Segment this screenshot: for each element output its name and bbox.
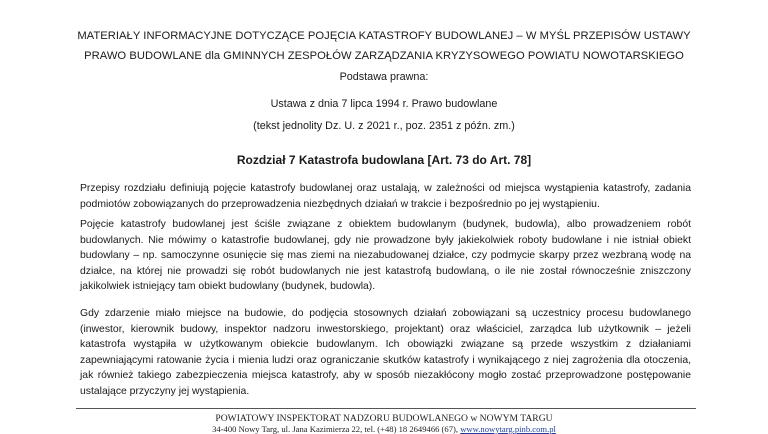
consolidated-text-reference: (tekst jednolity Dz. U. z 2021 r., poz. 2351 z późn. zm.) (253, 120, 515, 132)
legal-act: Ustawa z dnia 7 lipca 1994 r. Prawo budowlane (270, 98, 498, 110)
paragraph-2: Pojęcie katastrofy budowlanej jest ściśle związane z obiektem budowlanym (budynek, budowla), albo prowadzeniem robót budowlanych. Nie mówimy o katastrofie budowlanej, gdy nie prowadzone były jakiekolwiek roboty budowlane i nie istniał obiekt budowlany – np. samoczynne osunięcie się mas ziemi na niezabudowanej działce, czy podmycie skarpy przez wezbraną wodę na działce, na której nie prowadzi się robót budowlanych nie jest katastrofą budowlaną, o ile nie został równocześnie zniszczony jakikolwiek istniejący tam obiekt budowlany (budynek, budowla). (80, 219, 691, 292)
legal-basis-label: Podstawa prawna: (339, 71, 429, 83)
chapter-heading: Rozdział 7 Katastrofa budowlana [Art. 73 do Art. 78] (236, 153, 532, 167)
footer-address: 34-400 Nowy Targ, ul. Jana Kazimierza 22, tel. (+48) 18 2649466 (67), (212, 424, 459, 434)
paragraph-1: Przepisy rozdziału definiują pojęcie katastrofy budowlanej oraz ustalają, w zależności od miejsca wystąpienia katastrofy, zadania podmiotów zobowiązanych do przeprowadzenia niezbędnych działań w trakcie i bezpośrednio po jej wystąpieniu. (80, 183, 691, 210)
footer-office-name: POWIATOWY INSPEKTORAT NADZORU BUDOWLANEGO w NOWYM TARGU (215, 413, 553, 424)
footer-website-link[interactable]: www.nowytarg.pinb.com.pl (460, 424, 556, 434)
title-line-2: PRAWO BUDOWLANE dla GMINNYCH ZESPOŁÓW ZARZĄDZANIA KRYZYSOWEGO POWIATU NOWOTARSKIEGO (84, 50, 684, 62)
paragraph-3: Gdy zdarzenie miało miejsce na budowie, do podjęcia stosownych działań zobowiązani są uczestnicy procesu budowlanego (inwestor, kierownik budowy, inspektor nadzoru inwestorskiego, projektant) oraz właściciel, zarządca lub użytkownik – jeżeli katastrofa wystąpiła w użytkowanym obiekcie budowlanym. Ich obowiązki związane są przede wszystkim z działaniami zapewniającymi ratowanie życia i mienia ludzi oraz ograniczanie skutków katastrofy i wynikającego z niej zagrożenia dla otoczenia, jak również takiego zabezpieczenia miejsca katastrofy, aby w sposób niezakłócony mogło zostać przeprowadzone postępowanie ustalające przyczyny jej wystąpienia. (80, 308, 691, 397)
title-line-1: MATERIAŁY INFORMACYJNE DOTYCZĄCE POJĘCIA KATASTROFY BUDOWLANEJ – W MYŚL PRZEPISÓW USTAWY (77, 30, 691, 42)
footer-contact (60, 424, 708, 434)
footer-divider (76, 408, 696, 409)
document-title (70, 26, 698, 66)
